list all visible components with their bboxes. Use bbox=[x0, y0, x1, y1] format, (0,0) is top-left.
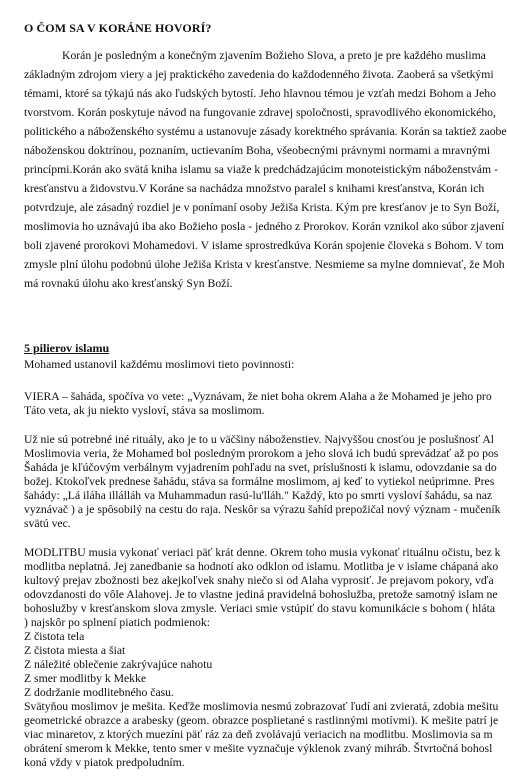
list-item: Z čistota tela bbox=[24, 630, 85, 643]
section-heading: 5 pilierov islamu bbox=[24, 341, 110, 355]
paragraph-line: Táto veta, ak ju niekto vysloví, stáva sa moslimom. bbox=[24, 404, 265, 417]
paragraph-line: moslimovia ho uznávajú iba ako Božieho posla - jedného z Prorokov. Korán vznikol ako súbor zjavení bbox=[24, 220, 505, 233]
paragraph-line: Moslimovia veria, že Mohamed bol posledným prorokom a jeho slová ich budú sprevádzať až po pos bbox=[24, 447, 499, 460]
list-item: Z dodržanie modlitebného času. bbox=[24, 686, 174, 699]
paragraph-line: kultový prejav zbožnosti bez akejkoľvek snahy niečo si od Alaha vyprosiť. Je prejavom pokory, vďa bbox=[24, 574, 494, 587]
paragraph-line: témami, ktoré sa týkajú nás ako ľudských bytostí. Jeho hlavnou témou je vzťah medzi Bohom a Jeho bbox=[24, 87, 496, 100]
document-title: O ČOM SA V KORÁNE HOVORÍ? bbox=[24, 21, 212, 35]
list-item: Z náležité oblečenie zakrývajúce nahotu bbox=[24, 658, 213, 671]
paragraph-line: Korán je posledným a konečným zjavením Božieho Slova, a preto je pre každého muslima bbox=[62, 49, 486, 62]
paragraph-line: bohoslužby v kresťanskom slova zmysle. Veriaci smie vstúpiť do stavu komunikácie s bohom ( hláta bbox=[24, 602, 496, 615]
paragraph-line: obrátení smerom k Mekke, tento smer v mešite vyznačuje výklenok zvaný mihráb. Štvrtočná bohosl bbox=[24, 742, 493, 755]
section-intro: Mohamed ustanovil každému moslimovi tieto povinnosti: bbox=[24, 358, 295, 371]
paragraph-line: ) najskôr po splnení piatich podmienok: bbox=[24, 616, 210, 629]
paragraph-line: náboženskou doktrínou, poznaním, uctievaním Boha, všeobecnými právnymi normami a mravnými bbox=[24, 144, 491, 157]
paragraph-line: základným zdrojom viery a jej praktického zavedenia do každodenného života. Zaoberá sa všetkými bbox=[24, 68, 494, 81]
paragraph-line: božej. Ktokoľvek prednese šahádu, stáva sa formálne moslimom, aj keď to vytiekol neúprimne. Pres bbox=[24, 475, 495, 488]
paragraph-line: MODLITBU musia vykonať veriaci päť krát denne. Okrem toho musia vykonať rituálnu očistu, bez k bbox=[24, 546, 501, 559]
paragraph-line: kresťanstvu a židovstvu.V Koráne sa nachádza množstvo paralel s knihami kresťanstva, Korán ich bbox=[24, 182, 485, 195]
paragraph-line: modlitba neplatná. Jej zanedbanie sa hodnotí ako odklon od islamu. Motlitba je v islame chápaná ako bbox=[24, 560, 499, 573]
paragraph-line: koná vždy v piatok predpoludním. bbox=[24, 756, 185, 769]
paragraph-line: svätú vec. bbox=[24, 517, 71, 530]
paragraph-line: vyznávač ) a je spôsobilý na cestu do raja. Neskôr sa výrazu šahíd prepožičal nový význam - mučeník bbox=[24, 503, 501, 516]
paragraph-line: tvorstvom. Korán poskytuje návod na fungovanie zdravej spoločnosti, spravodlivého ekonomického, bbox=[24, 106, 496, 119]
paragraph-line: politického a náboženského systému a ustanovuje zásady korektného správania. Korán sa taktiež zaobe bbox=[24, 125, 507, 138]
paragraph-line: má rovnakú úlohu ako kresťanský Syn Boží. bbox=[24, 277, 233, 290]
paragraph-line: zmysle plní úlohu podobnú úlohe Ježiša Krista v kresťanstve. Nesmieme sa mylne domnievať, že Moh bbox=[24, 258, 505, 271]
paragraph-line: Šaháda je kľúčovým verbálnym vyjadrením pohľadu na svet, príslušnosti k islamu, odovzdanie sa do bbox=[24, 461, 497, 474]
list-item: Z čistota miesta a šiat bbox=[24, 644, 126, 657]
paragraph-line: Už nie sú potrebné iné rituály, ako je to u väčšiny náboženstiev. Najvyššou cnosťou je poslušnosť Al bbox=[24, 433, 495, 446]
paragraph-line: šahády: „Lá iláha illálláh va Muhammadun rasú-lu'lláh." Každý, kto po smrti vysloví šahádu, sa naz bbox=[24, 489, 493, 502]
paragraph-line: Svätyňou moslimov je mešita. Keďže moslimovia nesmú zobrazovať ľudí ani zvieratá, zdobia mešitu bbox=[24, 700, 499, 713]
paragraph-line: potvrdzuje, ale zásadný rozdiel je v ponímaní osoby Ježiša Krista. Kým pre kresťanov je to Syn Boží, bbox=[24, 201, 500, 214]
paragraph-line: geometrické obrazce a arabesky (geom. obrazce posplietané s rastlinnými motívmi). K mešite patrí je bbox=[24, 714, 499, 727]
list-item: Z smer modlitby k Mekke bbox=[24, 672, 147, 685]
paragraph-line: boli zjavené prorokovi Mohamedovi. V islame sprostredkúva Korán spojenie človeka s Bohom. V tom bbox=[24, 239, 504, 252]
paragraph-line: princípmi.Korán ako svätá kniha islamu sa viaže k predchádzajúcim monoteistickým náboženstvám - bbox=[24, 163, 498, 176]
paragraph-line: VIERA – šaháda, spočíva vo vete: „Vyznávam, že niet boha okrem Alaha a že Mohamed je jeho pro bbox=[24, 390, 492, 403]
paragraph-line: viac minaretov, z ktorých muezíni päť ráz za deň zvolávajú veriacich na modlitbu. Moslimovia sa m bbox=[24, 728, 493, 741]
paragraph-line: odovzdanosti do vôle Alahovej. Je to vlastne jediná pravidelná bohoslužba, pretože samotný islam ne bbox=[24, 588, 498, 601]
